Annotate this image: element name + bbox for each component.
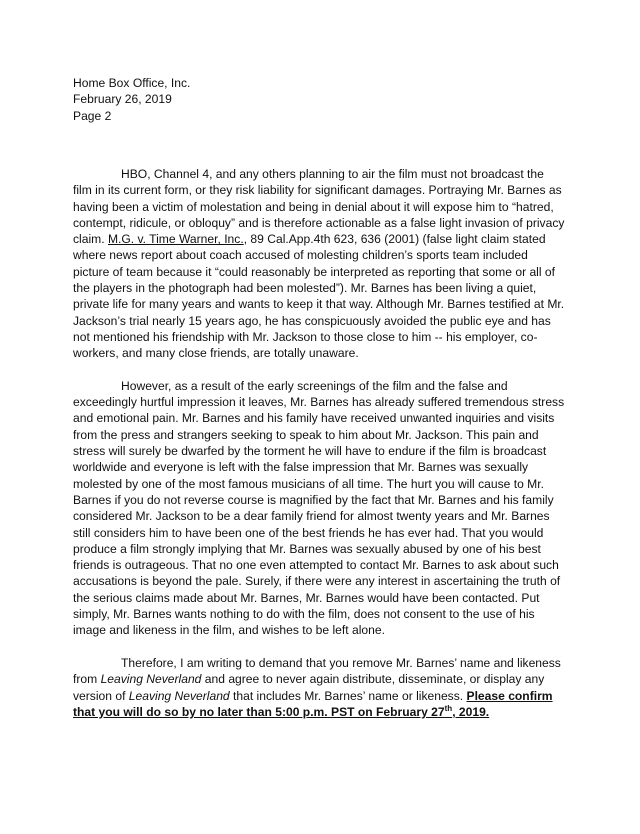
paragraph-text: that includes Mr. Barnes’ name or likeness. [229,688,467,703]
paragraph-text: Therefore, I am writing to demand that you remove Mr. Barnes’ name and likeness from [73,655,561,687]
letter-date: February 26, 2019 [73,92,172,107]
demand-text: Please confirm that you will do so by no later than 5:00 p.m. PST on February 27 [73,688,553,719]
letter-body [73,166,565,720]
paragraph-text: , 89 Cal.App.4th 623, 636 (2001) (false light claim stated where news report about coach accused of molesting children’s sports team included picture of team because it “could reasonably be interpreted as reporting that some or all of the players in the photograph had been molested”). Mr. Barnes has been living a quiet, private life for many years and wants to keep it that way. Although Mr. Barnes testified at Mr. Jackson’s trial nearly 15 years ago, he has conspicuously avoided the public eye and has not mentioned his friendship with Mr. Jackson to those close to him -- his employer, co-workers, and many close friends, are totally unaware. [73,232,565,361]
paragraph-demand [73,655,565,720]
ordinal-suffix: th [444,703,453,713]
page-number: Page 2 [73,108,112,123]
paragraph-text: However, as a result of the early screenings of the film and the false and exceedingly hurtful impression it leaves, Mr. Barnes has already suffered tremendous stress and emotional pain. Mr. Barnes and his family have received unwanted inquiries and visits from the press and strangers seeking to speak to him about Mr. Jackson. This pain and stress will surely be dwarfed by the torment he will have to endure if the film is broadcast worldwide and everyone is left with the false impression that Mr. Barnes was sexually molested by one of the most famous musicians of all time. The hurt you will cause to Mr. Barnes if you do not reverse course is magnified by the fact that Mr. Barnes and his family considered Mr. Jackson to be a dear family friend for almost twenty years and Mr. Barnes still considers him to have been one of the best friends he has ever had. That you would produce a film strongly implying that Mr. Barnes was sexually abused by one of his best friends is outrageous. That no one even attempted to contact Mr. Barnes to ask about such accusations is beyond the pale. Surely, if there were any interest in ascertaining the truth of the serious claims made about Mr. Barnes, Mr. Barnes would have been contacted. Put simply, Mr. Barnes wants nothing to do with the film, does not consent to the use of his image and likeness in the film, and wishes to be left alone. [73,378,565,638]
letter-header [73,75,553,124]
paragraph-harm [73,378,565,639]
case-citation: M.G. v. Time Warner, Inc. [107,232,244,247]
paragraph-false-light [73,166,565,362]
demand-year: , 2019. [452,704,490,719]
film-title: Leaving Neverland [128,688,230,703]
paragraph-text: and agree to never again distribute, disseminate, or display any version of [73,672,545,703]
recipient-company: Home Box Office, Inc. [73,76,191,90]
paragraph-text: HBO, Channel 4, and any others planning to air the film must not broadcast the film in its current form, or they risk liability for significant damages. Portraying Mr. Barnes as having been a victim of molestation and being in denial about it will expose him to “hatred, contempt, ridicule, or obloquy” and is therefore actionable as a false light invasion of privacy claim. [73,167,565,247]
film-title: Leaving Neverland [100,672,202,687]
